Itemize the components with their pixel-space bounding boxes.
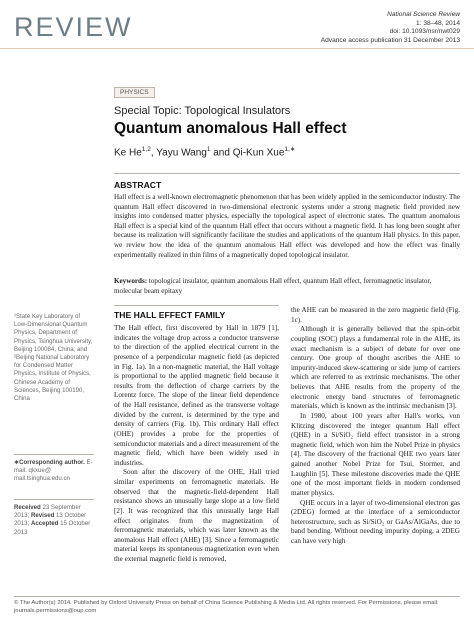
received-date: 23 September 2013; (14, 504, 81, 520)
section-divider (114, 305, 279, 306)
body-paragraph: Although it is generally believed that the spin-orbit coupling (SOC) plays a fundamental role in the AHE, its exact mechanism is a subject of debate for over one century. One group of thought ascribes the AHE to impurity-induced skew-scattering or side jump of carriers which are referred to as extrinsic mechanisms. The other believes that AHE results from the property of the electronic energy band structures of ferromagnetic materials, which is known as the intrinsic mechanism [3]. (291, 325, 460, 411)
author-name: Ke He (114, 147, 142, 159)
author-list (114, 145, 295, 158)
right-column (291, 306, 460, 547)
received-label: Received (14, 504, 41, 511)
revised-label: Revised (30, 512, 55, 520)
author-sep: and (210, 147, 233, 159)
keywords-label: Keywords: (114, 277, 148, 285)
abstract-divider (114, 173, 460, 174)
body-paragraph: Soon after the discovery of the OHE, Hall tried similar experiments on ferromagnetic materials. He observed that the magnetic-field-dependent Hall resistance shows an unusually large slope at a low field [2]. It was recognized that this unusually large Hall effect originates from the magnetization of ferromagnetic materials, which was later known as the anomalous Hall effect (AHE) [3]. Since a ferromagnetic material keeps its spontaneous magnetization even when the external magnetic field is removed, (114, 468, 279, 563)
article-title: Quantum anomalous Hall effect (114, 120, 347, 137)
special-topic: Special Topic: Topological Insulators (114, 105, 291, 117)
corr-email: E-mail: qkxue@ mail.tsinghua.edu.cn (14, 459, 93, 483)
journal-doi: doi: 10.1093/nsr/nwt029 (389, 28, 460, 36)
abstract-text: Hall effect is a well-known electromagnetic phenomenon that has been widely applied in the semiconductor industry. The quantum Hall effect discovered in two-dimensional electronic systems under a strong magnetic field provided new insights into condensed matter physics, especially the topological aspect of electronic states. The quantum anomalous Hall effect is a special kind of the quantum Hall effect that occurs without a magnetic field. It has long been sought after because its realization will significantly facilitate the studies and applications of the quantum Hall physics. In this paper, we review how the idea of the quantum anomalous Hall effect was developed and how the effect was finally experimentally realized in thin films of a magnetically doped topological insulator. (114, 193, 460, 259)
author-name: Yayu Wang (156, 147, 207, 159)
journal-volume: 1: 38–48, 2014 (416, 19, 460, 27)
body-paragraph: In 1980, about 100 years after Hall's works, von Klitzing discovered the integer quantum Hall effect (QHE) in a Si/SiO₂ field effect transistor in a strong magnetic field, which won him the Nobel Prize in physics [4]. The discovery of the fractional QHE two years later gained another Nobel Prize for Tsui, Stormer, and Laughlin [5]. These milestone discoveries made the QHE one of the most important fields in modern condensed matter physics. (291, 411, 460, 497)
body-paragraph: The Hall effect, first discovered by Hall in 1879 [1], indicates the voltage drop across a conductor transverse to the direction of the applied electrical current in the presence of a perpendicular magnetic field (as depicted in Fig. 1a). In a non-magnetic material, the Hall voltage is proportional to the applied magnetic field because it results from the deflection of charge carriers by the Lorentz force. The slope of the linear field dependence of the Hall resistance, defined as the transverse voltage divided by the current, is determined by the type and density of carriers (Fig. 1b). This ordinary Hall effect (OHE) provides a probe for the properties of semiconductor materials and a direct measurement of the magnetic field, which have been widely used in industries. (114, 324, 279, 467)
journal-name: National Science Review (387, 11, 460, 18)
author-affil: 1 (206, 146, 211, 153)
keywords-text: topological insulator, quantum anomalous Hall effect, quantum Hall effect, ferromagnetic insulator, molecular beam epitaxy (114, 277, 432, 295)
body-paragraph: the AHE can be measured in the zero magnetic field (Fig. 1c). (291, 306, 460, 324)
sidebar-divider (14, 499, 94, 500)
author-affil: 1,∗ (284, 146, 296, 153)
sidebar-divider (14, 454, 94, 455)
author-sep: , (150, 147, 157, 159)
author-affil: 1,2 (141, 146, 151, 153)
footer-divider (14, 596, 460, 597)
accepted-date: 15 October 2013 (14, 520, 91, 536)
body-paragraph: QHE occurs in a layer of two-dimensional electron gas (2DEG) formed at the interface of a semiconductor heterostructure, such as Si/SiO₂ or GaAs/AlGaAs, due to band bending. Without needing impurity doping, a 2DEG can have very high (291, 498, 460, 545)
corresponding-author (14, 459, 94, 484)
abstract-heading: ABSTRACT (114, 180, 162, 190)
accepted-label: Accepted (30, 520, 59, 528)
journal-info (321, 11, 460, 45)
journal-advance: Advance access publication 31 December 2013 (320, 36, 460, 44)
section-label: REVIEW (14, 12, 133, 42)
left-column (114, 324, 279, 565)
header-divider (0, 48, 474, 49)
section-heading: THE HALL EFFECT FAMILY (114, 310, 226, 320)
author-name: Qi-Kun Xue (232, 147, 285, 159)
corr-label: ∗Corresponding author. (14, 459, 85, 466)
affiliations: ¹State Key Laboratory of Low-Dimensional Quantum Physics, Department of Physics, Tsinghua University, Beijing 100084, China; and ²Beijing National Laboratory for Condensed Matter Physics, Institute of Physics, Chinese Academy of Sciences, Beijing 100190, China (14, 313, 93, 403)
article-dates (14, 504, 94, 537)
copyright-footer: © The Author(s) 2014. Published by Oxford University Press on behalf of China Science Publishing & Media Ltd. All rights reserved. For Permissions, please email: journals.permissions@oup.com (14, 600, 439, 614)
revised-date: 13 October 2013; (14, 512, 87, 528)
category-badge: PHYSICS (114, 87, 155, 98)
keywords (114, 277, 460, 296)
